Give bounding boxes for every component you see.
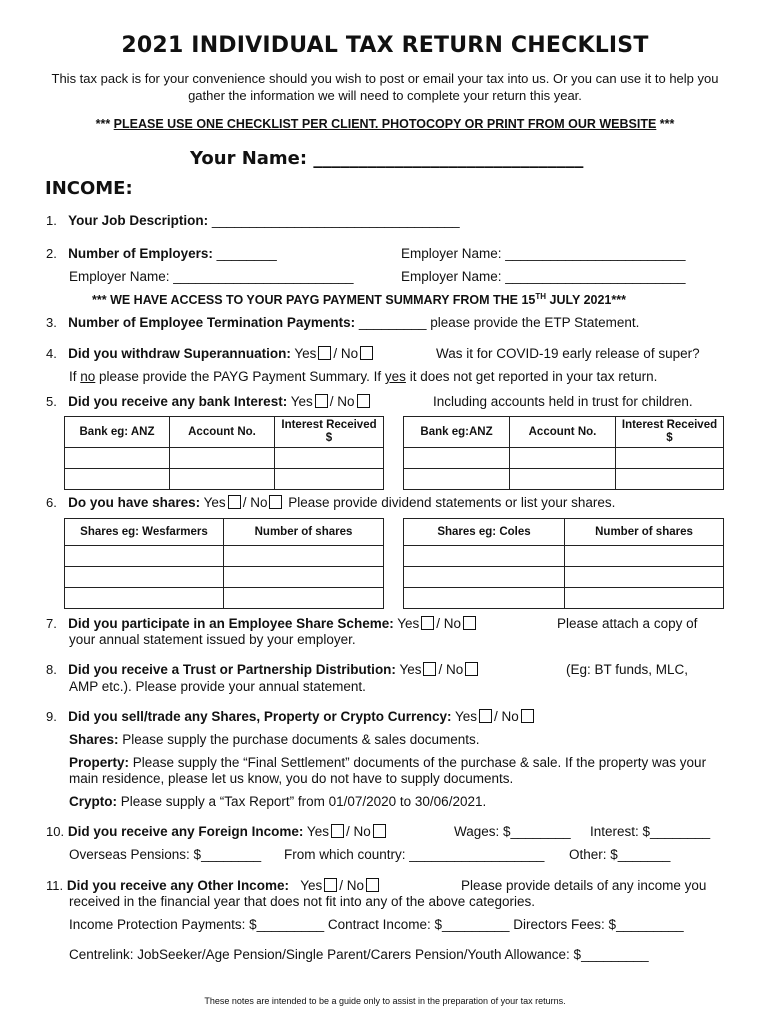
interest-yes-checkbox[interactable] bbox=[315, 394, 328, 408]
trust-no-checkbox[interactable] bbox=[465, 662, 478, 676]
table-header: Interest Received $ bbox=[616, 417, 724, 448]
trust-note: (Eg: BT funds, MLC, bbox=[566, 662, 689, 677]
payg-notice: *** WE HAVE ACCESS TO YOUR PAYG PAYMENT SUMMARY FROM THE 15TH JULY 2021*** bbox=[92, 292, 626, 308]
table-row[interactable] bbox=[65, 448, 384, 469]
trust-yes-checkbox[interactable] bbox=[423, 662, 436, 676]
share-scheme-note: Please attach a copy of bbox=[557, 616, 698, 631]
table-header: Bank eg:ANZ bbox=[404, 417, 510, 448]
income-heading: INCOME: bbox=[45, 178, 133, 199]
question-2: 2. Number of Employers: ________ bbox=[46, 246, 277, 261]
share-scheme-note-line2: your annual statement issued by your employer. bbox=[69, 632, 356, 647]
question-9: 9. Did you sell/trade any Shares, Property or Crypto Currency: Yes / No bbox=[46, 709, 536, 724]
centrelink-field[interactable]: Centrelink: JobSeeker/Age Pension/Single Parent/Carers Pension/Youth Allowance: $_________ bbox=[69, 947, 649, 962]
employer-name-field-1[interactable]: Employer Name: ________________________ bbox=[401, 246, 686, 261]
table-row[interactable] bbox=[404, 588, 724, 609]
super-note: If no please provide the PAYG Payment Summary. If yes it does not get reported in your tax return. bbox=[69, 369, 658, 384]
number-of-employers-field[interactable]: ________ bbox=[212, 246, 277, 261]
table-row[interactable] bbox=[65, 588, 384, 609]
foreign-no-checkbox[interactable] bbox=[373, 824, 386, 838]
page-title: 2021 INDIVIDUAL TAX RETURN CHECKLIST bbox=[121, 33, 649, 58]
interest-no-checkbox[interactable] bbox=[357, 394, 370, 408]
table-header: Number of shares bbox=[224, 519, 384, 546]
table-header: Interest Received $ bbox=[275, 417, 384, 448]
question-7: 7. Did you participate in an Employee Share Scheme: Yes / No bbox=[46, 616, 478, 631]
job-description-field[interactable]: _________________________________ bbox=[208, 213, 460, 228]
table-row[interactable] bbox=[404, 567, 724, 588]
interest-table-right bbox=[403, 416, 724, 490]
interest-note: Including accounts held in trust for children. bbox=[433, 394, 693, 409]
checklist-notice: *** PLEASE USE ONE CHECKLIST PER CLIENT. PHOTOCOPY OR PRINT FROM OUR WEBSITE *** bbox=[95, 117, 675, 131]
foreign-wages-field[interactable]: Wages: $________ bbox=[454, 824, 571, 839]
intro-text: This tax pack is for your convenience should you wish to post or email your tax into us. Or you can use it to help you gather the information we will need to complete your return this year. bbox=[51, 71, 719, 103]
covid-question: Was it for COVID-19 early release of super? bbox=[436, 346, 700, 361]
trust-note-line2: AMP etc.). Please provide your annual statement. bbox=[69, 679, 366, 694]
shares-no-checkbox[interactable] bbox=[269, 495, 282, 509]
overseas-pensions-field[interactable]: Overseas Pensions: $________ bbox=[69, 847, 262, 862]
shares-table-left bbox=[64, 518, 384, 609]
table-header: Account No. bbox=[510, 417, 616, 448]
other-income-note: Please provide details of any income you bbox=[461, 878, 707, 893]
country-field[interactable]: From which country: __________________ bbox=[284, 847, 545, 862]
question-3: 3. Number of Employee Termination Payments: _________ please provide the ETP Statement. bbox=[46, 315, 640, 330]
shares-yes-checkbox[interactable] bbox=[228, 495, 241, 509]
other-income-fields[interactable]: Income Protection Payments: $_________ Contract Income: $_________ Directors Fees: $_________ bbox=[69, 917, 684, 932]
foreign-yes-checkbox[interactable] bbox=[331, 824, 344, 838]
table-header: Bank eg: ANZ bbox=[65, 417, 170, 448]
question-10: 10. Did you receive any Foreign Income: Yes / No bbox=[46, 824, 388, 839]
super-yes-checkbox[interactable] bbox=[318, 346, 331, 360]
question-8: 8. Did you receive a Trust or Partnership Distribution: Yes / No bbox=[46, 662, 480, 677]
super-no-checkbox[interactable] bbox=[360, 346, 373, 360]
other-income-no-checkbox[interactable] bbox=[366, 878, 379, 892]
property-instruction: Property: Please supply the “Final Settlement” documents of the purchase & sale. If the property was your main residence, please let us know, you do not have to supply documents. bbox=[69, 755, 707, 786]
your-name-field[interactable]: Your Name: ______________________________ bbox=[190, 148, 584, 169]
foreign-interest-field[interactable]: Interest: $________ bbox=[590, 824, 711, 839]
table-header: Shares eg: Wesfarmers bbox=[65, 519, 224, 546]
employer-name-field-3[interactable]: Employer Name: ________________________ bbox=[401, 269, 686, 284]
table-header: Shares eg: Coles bbox=[404, 519, 565, 546]
employer-name-field-2[interactable]: Employer Name: ________________________ bbox=[69, 269, 354, 284]
crypto-instruction: Crypto: Please supply a “Tax Report” from 01/07/2020 to 30/06/2021. bbox=[69, 794, 487, 809]
foreign-other-field[interactable]: Other: $_______ bbox=[569, 847, 671, 862]
other-income-note-line2: received in the financial year that does not fit into any of the above categories. bbox=[69, 894, 536, 909]
other-income-yes-checkbox[interactable] bbox=[324, 878, 337, 892]
question-5: 5. Did you receive any bank Interest: Yes / No bbox=[46, 394, 372, 409]
table-row[interactable] bbox=[404, 448, 724, 469]
table-row[interactable] bbox=[404, 546, 724, 567]
share-scheme-no-checkbox[interactable] bbox=[463, 616, 476, 630]
footer-note: These notes are intended to be a guide only to assist in the preparation of your tax returns. bbox=[204, 996, 566, 1006]
sell-yes-checkbox[interactable] bbox=[479, 709, 492, 723]
shares-instruction: Shares: Please supply the purchase documents & sales documents. bbox=[69, 732, 480, 747]
shares-table-right bbox=[403, 518, 724, 609]
question-4: 4. Did you withdraw Superannuation: Yes / No bbox=[46, 346, 375, 361]
table-row[interactable] bbox=[65, 546, 384, 567]
table-row[interactable] bbox=[65, 469, 384, 490]
table-row[interactable] bbox=[65, 567, 384, 588]
table-row[interactable] bbox=[404, 469, 724, 490]
question-1: 1. Your Job Description: _________________________________ bbox=[46, 213, 460, 228]
share-scheme-yes-checkbox[interactable] bbox=[421, 616, 434, 630]
interest-table-left bbox=[64, 416, 384, 490]
question-6: 6. Do you have shares: Yes / No Please provide dividend statements or list your shares. bbox=[46, 495, 616, 510]
question-11: 11. Did you receive any Other Income: Yes / No bbox=[46, 878, 381, 893]
table-header: Number of shares bbox=[565, 519, 724, 546]
sell-no-checkbox[interactable] bbox=[521, 709, 534, 723]
table-header: Account No. bbox=[170, 417, 275, 448]
